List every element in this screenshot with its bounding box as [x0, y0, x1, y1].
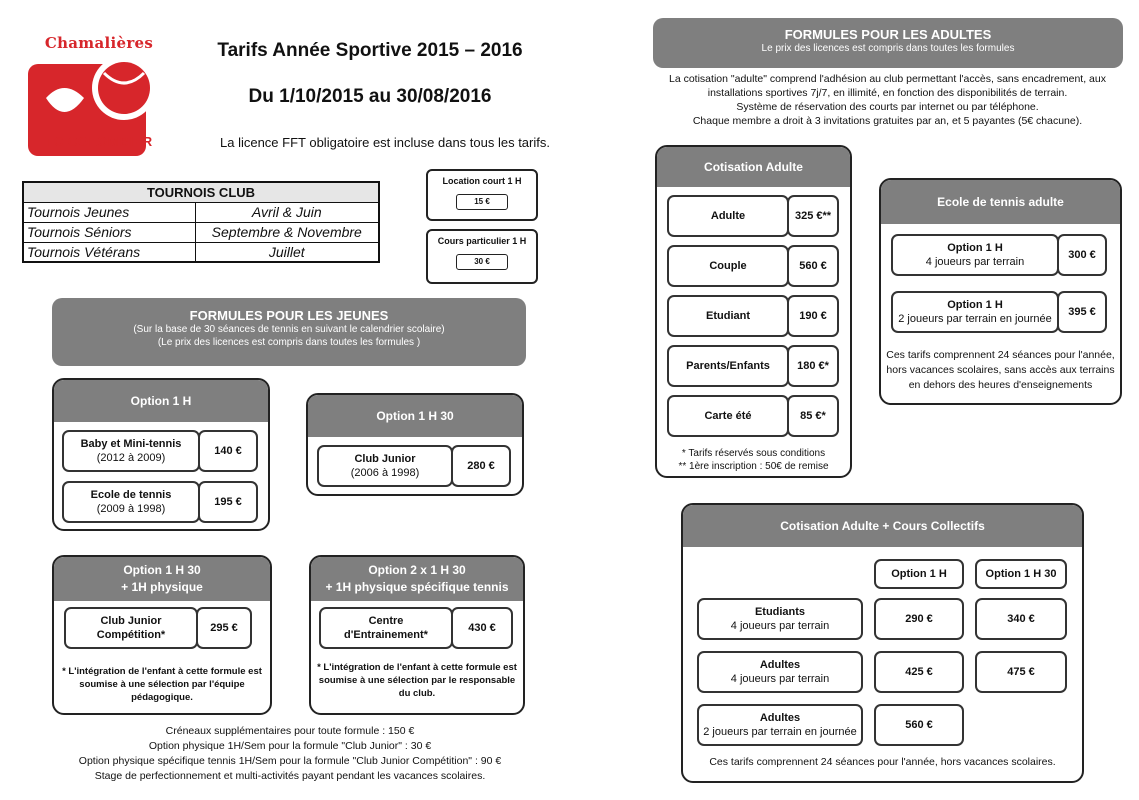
option-1h30-physique-card — [52, 555, 272, 715]
cours-particulier-price: 30 € — [456, 254, 508, 270]
jeunes-banner-subtitle: (Le prix des licences est compris dans toutes les formules ) — [157, 337, 421, 348]
list-item — [667, 295, 839, 337]
option-1h30-card — [306, 393, 524, 496]
formula-label: Club Junior (2006 à 1998) — [317, 445, 453, 487]
formula-label: Ecole de tennis (2009 à 1998) — [62, 481, 200, 523]
cours-collectifs-card — [681, 503, 1084, 783]
formula-label: Adultes 4 joueurs par terrain — [697, 651, 863, 693]
formula-price: 560 € — [874, 704, 964, 746]
tournois-table — [22, 181, 380, 263]
cours-particulier-box — [426, 229, 538, 284]
formula-price: 195 € — [198, 481, 258, 523]
list-item — [319, 607, 513, 649]
formula-price: 85 €* — [787, 395, 839, 437]
ecole-adulte-card — [879, 178, 1122, 405]
selection-note: * L'intégration de l'enfant à cette formule est soumise à une sélection par le responsable du club. — [317, 662, 517, 699]
cotisation-info — [645, 72, 1130, 128]
cotisation-adulte-title: Cotisation Adulte — [657, 147, 850, 187]
logo-top-text: Chamalières — [44, 34, 154, 52]
formula-label: Etudiants 4 joueurs par terrain — [697, 598, 863, 640]
list-item — [317, 445, 511, 487]
cotisation-adulte-card — [655, 145, 852, 478]
jeunes-banner-title: FORMULES POUR LES JEUNES — [189, 308, 389, 323]
adultes-banner-subtitle: Le prix des licences est compris dans toutes les formules — [761, 43, 1015, 54]
option-2x1h30-title: Option 2 x 1 H 30 + 1H physique spécifique tennis — [311, 557, 523, 601]
formula-label: Adulte — [667, 195, 789, 237]
jeunes-banner — [52, 298, 526, 366]
list-item — [667, 245, 839, 287]
option-1h30-physique-title: Option 1 H 30 + 1H physique — [54, 557, 270, 601]
list-item — [891, 234, 1107, 276]
formula-label: Couple — [667, 245, 789, 287]
option-1h-title: Option 1 H — [54, 380, 268, 422]
formula-price: 140 € — [198, 430, 258, 472]
cours-collectifs-title: Cotisation Adulte + Cours Collectifs — [683, 505, 1082, 547]
formula-label: Adultes 2 joueurs par terrain en journée — [697, 704, 863, 746]
column-header: Option 1 H — [874, 559, 964, 589]
formula-price: 180 €* — [787, 345, 839, 387]
page-title: Tarifs Année Sportive 2015 – 2016 — [217, 40, 523, 61]
formula-price: 290 € — [874, 598, 964, 640]
list-item — [667, 195, 839, 237]
list-item — [62, 481, 258, 523]
jeunes-banner-subtitle: (Sur la base de 30 séances de tennis en suivant le calendrier scolaire) — [133, 324, 445, 335]
season-dates: Du 1/10/2015 au 30/08/2016 — [248, 86, 492, 107]
extra-info-line: Stage de perfectionnement et multi-activités payant pendant les vacances scolaires. — [94, 770, 486, 782]
formula-label: Etudiant — [667, 295, 789, 337]
extra-info-line: Option physique spécifique tennis 1H/Sem pour la formule "Club Junior Compétition" : 90 € — [78, 755, 502, 767]
list-item — [64, 607, 252, 649]
cours-particulier-label: Cours particulier 1 H — [437, 236, 527, 246]
note-line: ** 1ère inscription : 50€ de remise — [678, 461, 829, 472]
table-row — [23, 242, 379, 262]
tournament-period: Juillet — [195, 242, 379, 262]
column-header: Option 1 H 30 — [975, 559, 1067, 589]
list-item — [667, 345, 839, 387]
ecole-adulte-title: Ecole de tennis adulte — [881, 180, 1120, 224]
formula-price: 280 € — [451, 445, 511, 487]
tournament-period: Avril & Juin — [195, 202, 379, 222]
info-line: La cotisation "adulte" comprend l'adhésion au club permettant l'accès, sans encadrement, aux — [669, 73, 1106, 85]
formula-price: 190 € — [787, 295, 839, 337]
tournament-name: Tournois Jeunes — [23, 202, 195, 222]
formula-price: 475 € — [975, 651, 1067, 693]
selection-note: * L'intégration de l'enfant à cette formule est soumise à une sélection par l'équipe pédagogique. — [62, 666, 262, 703]
tournament-name: Tournois Séniors — [23, 222, 195, 242]
licence-note: La licence FFT obligatoire est incluse dans tous les tarifs. — [220, 135, 550, 150]
info-line: Système de réservation des courts par internet ou par téléphone. — [736, 101, 1039, 113]
list-item — [667, 395, 839, 437]
location-court-price: 15 € — [456, 194, 508, 210]
formula-price: 300 € — [1057, 234, 1107, 276]
ecole-note: Ces tarifs comprennent 24 séances pour l'année, hors vacances scolaires, sans accès aux terrains en dehors des heures d'enseignements — [886, 349, 1115, 391]
formula-label: Club Junior Compétition* — [64, 607, 198, 649]
table-row — [23, 202, 379, 222]
table-row — [23, 222, 379, 242]
formula-price: 295 € — [196, 607, 252, 649]
logo-bottom-text: TC COLOMBIER — [45, 134, 153, 149]
formula-price: 425 € — [874, 651, 964, 693]
formula-label: Option 1 H 2 joueurs par terrain en journée — [891, 291, 1059, 333]
adultes-banner-title: FORMULES POUR LES ADULTES — [784, 27, 992, 42]
adultes-banner — [653, 18, 1123, 68]
formula-price: 560 € — [787, 245, 839, 287]
extra-info-line: Créneaux supplémentaires pour toute formule : 150 € — [165, 725, 415, 737]
formula-label: Centre d'Entrainement* — [319, 607, 453, 649]
collectifs-note: Ces tarifs comprennent 24 séances pour l'année, hors vacances scolaires. — [709, 756, 1056, 768]
option-1h-card — [52, 378, 270, 531]
extra-info — [20, 724, 560, 784]
formula-label: Carte été — [667, 395, 789, 437]
note-line: * Tarifs réservés sous conditions — [681, 448, 826, 459]
list-item — [891, 291, 1107, 333]
formula-price: 430 € — [451, 607, 513, 649]
tournament-name: Tournois Vétérans — [23, 242, 195, 262]
list-item — [62, 430, 258, 472]
option-1h30-title: Option 1 H 30 — [308, 395, 522, 437]
formula-label: Option 1 H 4 joueurs par terrain — [891, 234, 1059, 276]
formula-label: Baby et Mini-tennis (2012 à 2009) — [62, 430, 200, 472]
formula-price: 340 € — [975, 598, 1067, 640]
location-court-label: Location court 1 H — [442, 176, 522, 186]
formula-label: Parents/Enfants — [667, 345, 789, 387]
location-court-box — [426, 169, 538, 221]
formula-price: 325 €** — [787, 195, 839, 237]
tournament-period: Septembre & Novembre — [195, 222, 379, 242]
option-2x1h30-card — [309, 555, 525, 715]
tournois-header: TOURNOIS CLUB — [23, 182, 379, 202]
extra-info-line: Option physique 1H/Sem pour la formule "Club Junior" : 30 € — [148, 740, 432, 752]
cotisation-notes — [657, 447, 850, 473]
info-line: Chaque membre a droit à 3 invitations gratuites par an, et 5 payantes (5€ chacune). — [692, 115, 1083, 127]
formula-price: 395 € — [1057, 291, 1107, 333]
info-line: installations sportives 7j/7, en illimité, en fonction des disponibilités de terrain. — [707, 87, 1068, 99]
